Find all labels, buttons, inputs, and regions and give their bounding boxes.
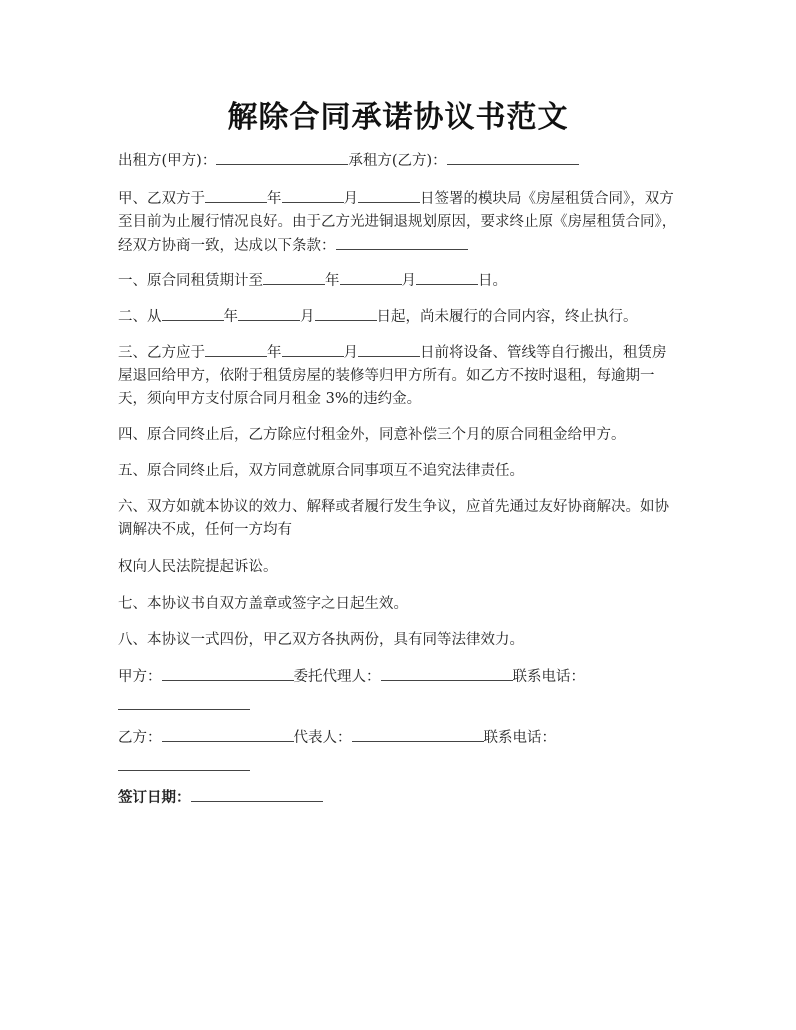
party-b-blank[interactable] bbox=[162, 726, 294, 742]
clause-2-prefix: 二、从 bbox=[118, 309, 162, 325]
clause-2-day-blank[interactable] bbox=[315, 305, 377, 321]
clause-3-day-blank[interactable] bbox=[358, 341, 420, 357]
parties-line bbox=[118, 149, 680, 173]
clause-1-month-blank[interactable] bbox=[340, 269, 402, 285]
party-b-label: 乙方： bbox=[118, 730, 162, 746]
party-a-phone-label: 联系电话： bbox=[512, 669, 585, 685]
lessee-blank[interactable] bbox=[447, 149, 579, 165]
clause-4: 四、原合同终止后，乙方除应付租金外，同意补偿三个月的原合同租金给甲方。 bbox=[118, 427, 626, 443]
sign-date-label: 签订日期： bbox=[118, 789, 191, 806]
clause-1-prefix: 一、原合同租赁期计至 bbox=[118, 273, 263, 289]
terms-blank[interactable] bbox=[336, 234, 468, 250]
month-label: 月 bbox=[343, 345, 358, 361]
clause-1-day-blank[interactable] bbox=[416, 269, 478, 285]
month-label: 月 bbox=[401, 273, 416, 289]
signature-party-a bbox=[118, 665, 680, 710]
clause-5: 五、原合同终止后，双方同意就原合同事项互不追究法律责任。 bbox=[118, 463, 524, 479]
representative-blank[interactable] bbox=[352, 726, 484, 742]
clause-3 bbox=[118, 341, 680, 411]
party-b-phone-blank[interactable] bbox=[118, 770, 250, 771]
agent-blank[interactable] bbox=[381, 665, 513, 681]
clause-6: 六、双方如就本协议的效力、解释或者履行发生争议，应首先通过友好协商解决。如协调解决不成，任何一方均有 bbox=[118, 499, 669, 538]
clause-1 bbox=[118, 269, 680, 293]
clause-1-end: 日。 bbox=[478, 273, 507, 289]
clause-2-year-blank[interactable] bbox=[162, 305, 224, 321]
document-title: 解除合同承诺协议书范文 bbox=[227, 100, 569, 135]
representative-label: 代表人： bbox=[293, 730, 352, 746]
sign-date-blank[interactable] bbox=[191, 786, 323, 802]
signature-party-b bbox=[118, 726, 680, 771]
clause-3-year-blank[interactable] bbox=[205, 341, 267, 357]
clause-2-rest: 日起，尚未履行的合同内容，终止执行。 bbox=[376, 309, 638, 325]
clause-1-year-blank[interactable] bbox=[263, 269, 325, 285]
year-label: 年 bbox=[267, 191, 282, 207]
sign-date-line bbox=[118, 786, 680, 809]
preamble-paragraph bbox=[118, 187, 680, 258]
clause-8: 八、本协议一式四份，甲乙双方各执两份，具有同等法律效力。 bbox=[118, 632, 524, 648]
party-a-label: 甲方： bbox=[118, 669, 162, 685]
clause-3-prefix: 三、乙方应于 bbox=[118, 345, 205, 361]
lessee-label: 承租方(乙方)： bbox=[348, 153, 447, 169]
party-b-phone-label: 联系电话： bbox=[483, 730, 556, 746]
party-a-blank[interactable] bbox=[162, 665, 294, 681]
sign-year-blank[interactable] bbox=[205, 187, 267, 203]
sign-day-blank[interactable] bbox=[358, 187, 420, 203]
clause-2 bbox=[118, 305, 680, 329]
lessor-blank[interactable] bbox=[216, 149, 348, 165]
clause-3-rest: 日前将设备、管线等自行搬出，租赁房屋退回给甲方，依附于租赁房屋的装修等归甲方所有。如乙方不按时退租，每逾期一天，须向甲方支付原合同月租金 3%的违约金。 bbox=[118, 345, 667, 407]
year-label: 年 bbox=[223, 309, 238, 325]
clause-3-month-blank[interactable] bbox=[282, 341, 344, 357]
clause-7: 七、本协议书自双方盖章或签字之日起生效。 bbox=[118, 596, 408, 612]
year-label: 年 bbox=[267, 345, 282, 361]
lessor-label: 出租方(甲方)： bbox=[118, 153, 217, 169]
month-label: 月 bbox=[343, 191, 358, 207]
clause-2-month-blank[interactable] bbox=[238, 305, 300, 321]
party-a-phone-blank[interactable] bbox=[118, 709, 250, 710]
year-label: 年 bbox=[325, 273, 340, 289]
preamble-text-2: 日签署的模块局《房屋租赁合同》，双方至目前为止履行情况良好。由于乙方光进铜退规划原因，要求终止原《房屋租赁合同》，经双方协商一致，达成以下条款： bbox=[118, 191, 677, 254]
clause-6-continued: 权向人民法院提起诉讼。 bbox=[118, 559, 278, 575]
preamble-text-1: 甲、乙双方于 bbox=[118, 191, 205, 207]
agent-label: 委托代理人： bbox=[293, 669, 381, 685]
month-label: 月 bbox=[300, 309, 315, 325]
sign-month-blank[interactable] bbox=[282, 187, 344, 203]
